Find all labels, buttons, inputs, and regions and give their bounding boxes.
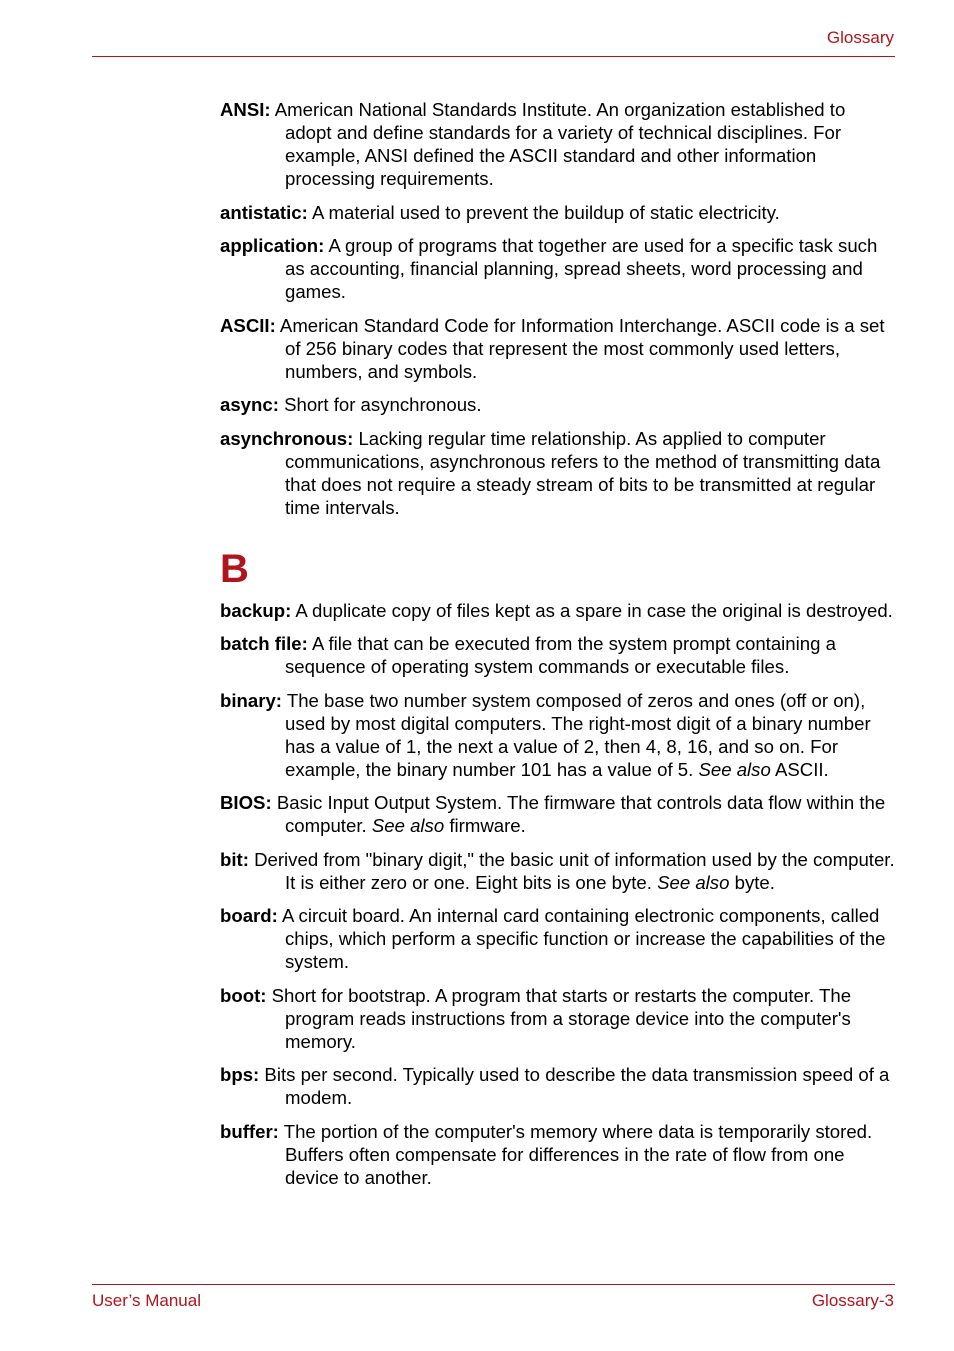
definition: Short for asynchronous. bbox=[278, 394, 482, 415]
see-also-ref: byte. bbox=[729, 871, 775, 893]
see-also: See also bbox=[698, 758, 771, 780]
footer-page-number: Glossary-3 bbox=[811, 1291, 894, 1310]
term: backup: bbox=[220, 599, 292, 621]
term: boot: bbox=[220, 984, 267, 1006]
glossary-entry-antistatic bbox=[220, 201, 895, 224]
glossary-entry-application bbox=[220, 234, 895, 303]
term: board: bbox=[220, 905, 278, 926]
see-also-ref: firmware. bbox=[444, 815, 526, 836]
term: batch file: bbox=[220, 633, 308, 654]
definition: Derived from "binary digit," the basic unit of information used by the computer. It is either zero or one. Eight bits is one byte. bbox=[248, 848, 895, 893]
glossary-entry-asynchronous bbox=[220, 427, 895, 519]
definition: A duplicate copy of files kept as a spare in case the original is destroyed. bbox=[291, 599, 893, 621]
header-rule bbox=[92, 56, 895, 57]
term: ASCII: bbox=[220, 314, 276, 336]
header-title: Glossary bbox=[826, 28, 894, 47]
definition: A group of programs that together are used for a specific task such as accounting, financial planning, spread sheets, word processing and games. bbox=[285, 235, 878, 302]
term: application: bbox=[220, 235, 325, 256]
term: antistatic: bbox=[220, 201, 308, 223]
definition: A circuit board. An internal card containing electronic components, called chips, which perform a specific function or increase the capabilities of the system. bbox=[277, 905, 886, 972]
definition: Short for bootstrap. A program that starts or restarts the computer. The program reads instructions from a storage device into the computer's memory. bbox=[266, 984, 852, 1052]
glossary-entry-board bbox=[220, 904, 895, 973]
definition: Bits per second. Typically used to describe the data transmission speed of a modem. bbox=[259, 1064, 890, 1108]
definition: American National Standards Institute. An organization established to adopt and define standards for a variety of technical disciplines. For example, ANSI defined the ASCII standard and other information processing requirements. bbox=[270, 99, 846, 189]
term: BIOS: bbox=[220, 792, 272, 813]
see-also-ref: ASCII. bbox=[770, 758, 829, 780]
glossary-entry-binary bbox=[220, 689, 895, 781]
glossary-entry-ascii bbox=[220, 314, 895, 383]
glossary-entry-boot bbox=[220, 984, 895, 1053]
glossary-entry-bit bbox=[220, 848, 895, 894]
term: bps: bbox=[220, 1064, 260, 1085]
glossary-entry-ansi bbox=[220, 98, 895, 190]
glossary-entry-batch-file bbox=[220, 632, 895, 678]
section-letter-b: B bbox=[220, 546, 249, 591]
see-also: See also bbox=[657, 871, 730, 893]
footer-manual-title: User’s Manual bbox=[92, 1291, 201, 1310]
definition: The portion of the computer's memory where data is temporarily stored. Buffers often compensate for differences in the rate of flow from one device to another. bbox=[278, 1120, 873, 1188]
definition: Lacking regular time relationship. As applied to computer communications, asynchronous refers to the method of transmitting data that does not require a steady stream of bits to be transmitted at regular time intervals. bbox=[285, 427, 881, 518]
glossary-entry-bps bbox=[220, 1063, 895, 1109]
see-also: See also bbox=[371, 815, 445, 836]
term: asynchronous: bbox=[220, 427, 354, 449]
definition: A file that can be executed from the system prompt containing a sequence of operating system commands or executable files. bbox=[285, 633, 836, 677]
term: ANSI: bbox=[220, 99, 271, 120]
footer-rule bbox=[92, 1284, 895, 1285]
term: bit: bbox=[220, 848, 249, 870]
glossary-entry-backup bbox=[220, 599, 895, 622]
definition: The base two number system composed of zeros and ones (off or on), used by most digital computers. The right-most digit of a binary number has a value of 1, the next a value of 2, then 4, 8, 16, and so on. For example, the binary number 101 has a value of 5. bbox=[282, 689, 871, 780]
definition: A material used to prevent the buildup of static electricity. bbox=[307, 201, 780, 223]
definition: American Standard Code for Information Interchange. ASCII code is a set of 256 binary codes that represent the most commonly used letters, numbers, and symbols. bbox=[275, 314, 885, 382]
glossary-content bbox=[220, 98, 895, 1199]
glossary-entry-async bbox=[220, 393, 895, 416]
term: buffer: bbox=[220, 1120, 279, 1142]
glossary-entry-buffer bbox=[220, 1120, 895, 1189]
definition: Basic Input Output System. The firmware that controls data flow within the computer. bbox=[271, 792, 886, 836]
glossary-entry-bios bbox=[220, 791, 895, 837]
term: async: bbox=[220, 394, 279, 415]
term: binary: bbox=[220, 689, 282, 711]
